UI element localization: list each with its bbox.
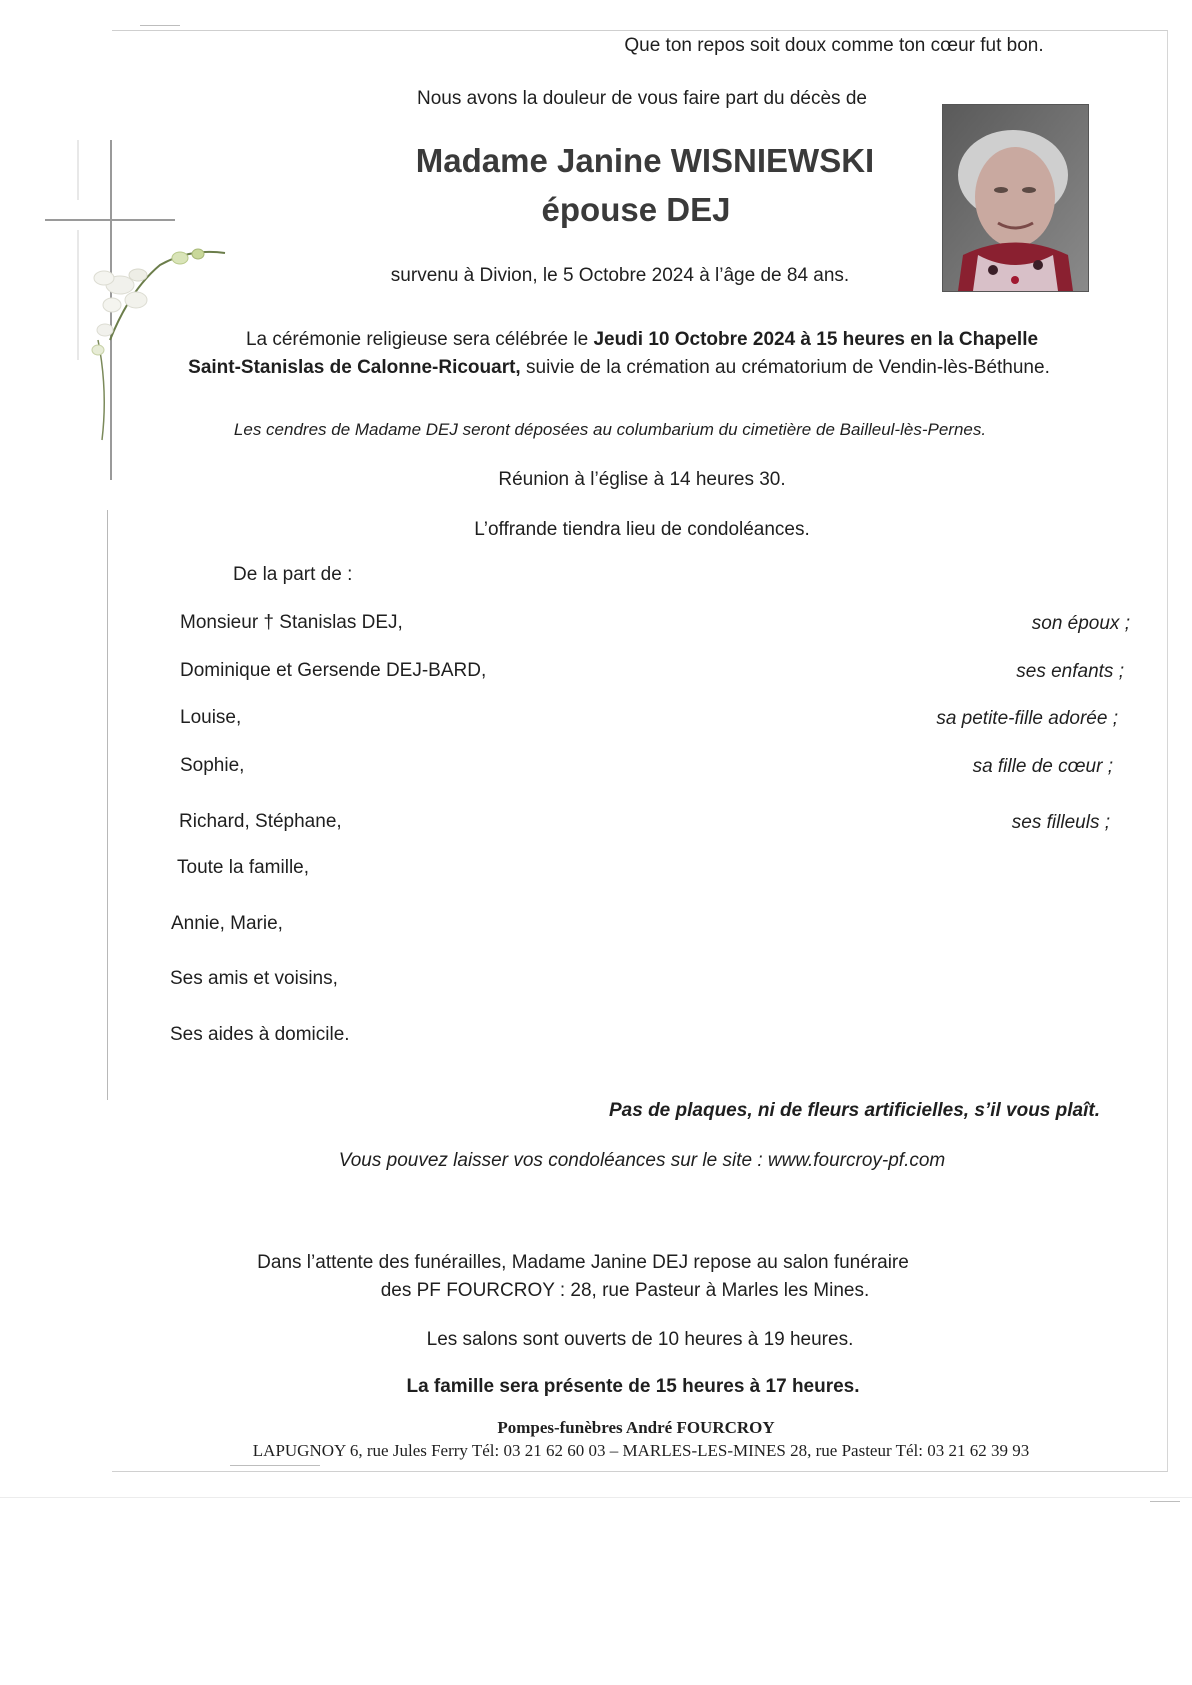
orchid-bud (92, 345, 104, 355)
family-member: Annie, Marie, (171, 913, 283, 934)
family-relation: son époux ; (1031, 613, 1130, 634)
family-member: Ses amis et voisins, (170, 968, 338, 989)
ceremony-line-1 (246, 328, 1038, 352)
intro-text: Nous avons la douleur de vous faire part du décès de (417, 88, 867, 109)
family-member: Toute la famille, (177, 857, 310, 878)
ceremony-text: La cérémonie religieuse sera célébrée le (245, 329, 594, 350)
scan-mark (230, 1465, 320, 1466)
family-member: Louise, (180, 707, 242, 728)
deceased-spouse-name: épouse DEJ (541, 191, 731, 228)
family-member: Dominique et Gersende DEJ-BARD, (180, 660, 487, 681)
orchid-petal (97, 324, 113, 336)
portrait-image (943, 105, 1088, 291)
offering-notice: L’offrande tiendra lieu de condoléances. (474, 519, 810, 540)
ceremony-chapel: Saint-Stanislas de Calonne-Ricouart, (188, 357, 521, 378)
scan-edge-line (107, 510, 108, 1100)
from-label: De la part de : (233, 564, 353, 585)
family-member: Ses aides à domicile. (170, 1024, 350, 1045)
orchid-petal (94, 271, 114, 285)
ceremony-date-place: Jeudi 10 Octobre 2024 à 15 heures en la Chapelle (593, 329, 1039, 350)
gathering-time: Réunion à l’église à 14 heures 30. (498, 469, 786, 490)
orchid-petal (125, 292, 147, 308)
deceased-name: Madame Janine WISNIEWSKI (415, 142, 875, 179)
family-presence: La famille sera présente de 15 heures à 17 heures. (406, 1376, 860, 1397)
scan-page-bottom (0, 1497, 1192, 1498)
funeral-company-name: Pompes-funèbres André FOURCROY (497, 1418, 775, 1437)
cremation-text: suivie de la crémation au crématorium de Vendin-lès-Béthune. (520, 357, 1050, 378)
family-relation: sa fille de cœur ; (972, 756, 1113, 777)
family-relation: ses enfants ; (1016, 661, 1124, 682)
family-relation: ses filleuls ; (1011, 812, 1110, 833)
cross-with-orchid-icon (40, 140, 240, 490)
scan-mark (140, 25, 180, 26)
death-date: survenu à Divion, le 5 Octobre 2024 à l’âge de 84 ans. (390, 265, 850, 286)
orchid-petal (129, 269, 147, 281)
condolences-website: Vous pouvez laisser vos condoléances sur le site : www.fourcroy-pf.com (338, 1150, 946, 1171)
salon-hours: Les salons sont ouverts de 10 heures à 19 heures. (426, 1329, 854, 1350)
rest-line-2: des PF FOURCROY : 28, rue Pasteur à Marles les Mines. (380, 1280, 870, 1301)
funeral-company-addresses: LAPUGNOY 6, rue Jules Ferry Tél: 03 21 62 60 03 – MARLES-LES-MINES 28, rue Pasteur Tél: 03 21 62 39 93 (252, 1441, 1030, 1460)
no-plaques-notice: Pas de plaques, ni de fleurs artificielles, s’il vous plaît. (608, 1100, 1100, 1121)
ashes-notice: Les cendres de Madame DEJ seront déposées au columbarium du cimetière de Bailleul-lès-Pernes. (233, 420, 987, 439)
family-member: Sophie, (180, 755, 245, 776)
orchid-bud (192, 249, 204, 259)
rest-line-1: Dans l’attente des funérailles, Madame Janine DEJ repose au salon funéraire (257, 1252, 909, 1273)
family-member: Monsieur † Stanislas DEJ, (180, 612, 403, 633)
orchid-petal (103, 298, 121, 312)
epigraph: Que ton repos soit doux comme ton cœur fut bon. (624, 35, 1044, 56)
portrait-photo (942, 104, 1089, 292)
scan-mark (1150, 1501, 1180, 1502)
family-member: Richard, Stéphane, (179, 811, 342, 832)
ceremony-line-2 (188, 356, 1050, 380)
family-relation: sa petite-fille adorée ; (936, 708, 1118, 729)
orchid-bud (172, 252, 188, 264)
